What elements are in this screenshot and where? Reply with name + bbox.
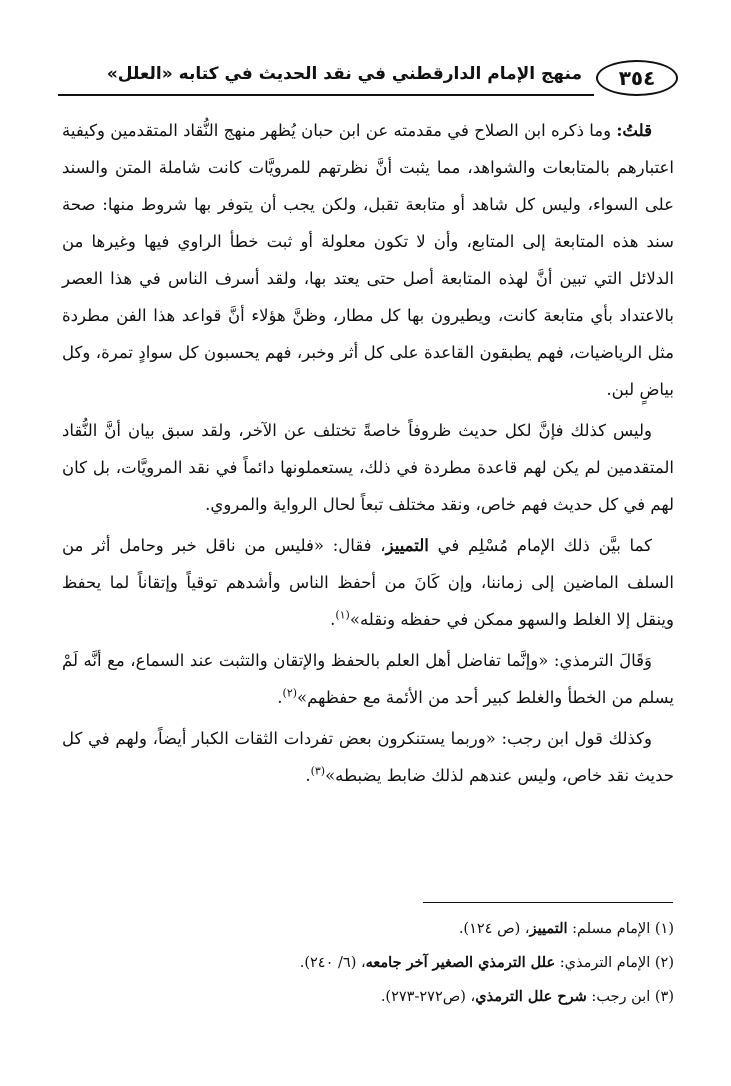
footnote-title: علل الترمذي الصغير آخر جامعه xyxy=(365,954,556,971)
paragraph-3-pre: كما بيَّن ذلك الإمام مُسْلِم في xyxy=(428,536,652,555)
footnote-ref-3: (٣) xyxy=(310,764,326,778)
paragraph-2-text: وليس كذلك فإنَّ لكل حديث ظروفاً خاصةً تختلف عن الآخر، ولقد سبق بيان أنَّ النُّقاد المتقدمين لم يكن لهم قاعدة مطردة في ذلك، يستعملونها دائماً في نقد المرويَّات، بل كان لهم في كل حديث فهم خاص، ونقد مختلف تبعاً لحال الرواية والمروي. xyxy=(62,421,674,514)
footnote-ref: ، (ص٢٧٢-٢٧٣). xyxy=(380,989,476,1005)
cited-book-title: التمييز xyxy=(385,536,429,555)
page-header xyxy=(58,56,678,100)
footnote-ref: ، (٦/ ٢٤٠). xyxy=(299,955,366,971)
paragraph-5-end: . xyxy=(305,766,311,785)
footnote-ref-1: (١) xyxy=(335,608,350,622)
paragraph-4-text: وَقَالَ الترمذي: «وإنَّما تفاضل أهل العلم بالحفظ والإتقان والتثبت عند السماع، مع أنَّه لَمْ يسلم من الخطأ والغلط كبير أحد من الأئمة مع حفظهم» xyxy=(62,651,674,707)
footnote-2 xyxy=(62,946,674,980)
paragraph-1 xyxy=(62,112,674,408)
footnote-3 xyxy=(62,980,674,1014)
footnote-author: ابن رجب: xyxy=(586,989,655,1005)
footnote-1 xyxy=(62,912,674,946)
footnote-number: (٢) xyxy=(654,955,674,971)
paragraph-5-text: وكذلك قول ابن رجب: «وربما يستنكرون بعض تفردات الثقات الكبار أيضاً، ولهم في كل حديث نقد خاص، وليس عندهم لذلك ضابط يضبطه» xyxy=(62,729,674,785)
paragraph-2 xyxy=(62,412,674,523)
paragraph-5 xyxy=(62,720,674,794)
running-title: منهج الإمام الدارقطني في نقد الحديث في كتابه «العلل» xyxy=(106,64,582,84)
paragraph-3-quote: ، فقال: «فليس من ناقل خبر وحامل أثر من السلف الماضين إلى زماننا، وإن كَانَ من أحفظ الناس وأشدهم توقياً وإتقاناً لما يحفظ وينقل إلا الغلط والسهو ممكن في حفظه ونقله» xyxy=(62,536,674,629)
page-number: ٣٥٤ xyxy=(618,66,656,90)
paragraph-3 xyxy=(62,527,674,638)
page-number-badge xyxy=(596,60,678,96)
footnote-author: الإمام الترمذي: xyxy=(555,955,655,971)
lead-word: قلتُ: xyxy=(616,121,652,140)
paragraph-3-end: . xyxy=(330,610,336,629)
footnotes xyxy=(62,912,674,1014)
footnote-separator xyxy=(423,902,673,903)
footnote-title: التمييز xyxy=(529,920,568,937)
footnote-number: (١) xyxy=(654,921,674,937)
body-text xyxy=(62,112,674,798)
footnote-title: شرح علل الترمذي xyxy=(475,988,587,1005)
paragraph-1-text: وما ذكره ابن الصلاح في مقدمته عن ابن حبان يُظهر منهج النُّقاد المتقدمين وكيفية اعتبارهم بالمتابعات والشواهد، مما يثبت أنَّ نظرتهم للمرويَّات كانت شاملة المتن والسند على السواء، وليس كل شاهد أو متابعة تقبل، ولكن يجب أن يتوفر بها شروط منها: صحة سند هذه المتابعة إلى المتابع، وأن لا تكون معلولة أو ثبت خطأ الراوي فيها وغيرها من الدلائل التي تبين أنَّ لهذه المتابعة أصل حتى يعتد بها، ولقد أسرف الناس في هذا العصر بالاعتداد بأي متابعة كانت، ويطيرون بها كل مطار، وظنَّ هؤلاء أنَّ قواعد هذا الفن مطردة مثل الرياضيات، فهم يطبقون القاعدة على كل أثر وخبر، فهم يحسبون كل سوادٍ تمرة، وكل بياضٍ لبن. xyxy=(62,121,674,399)
footnote-number: (٣) xyxy=(654,989,674,1005)
footnote-ref: ، (ص ١٢٤). xyxy=(458,921,530,937)
paragraph-4-end: . xyxy=(277,688,283,707)
footnote-author: الإمام مسلم: xyxy=(567,921,655,937)
header-rule xyxy=(58,94,594,96)
footnote-ref-2: (٢) xyxy=(282,686,298,700)
paragraph-4 xyxy=(62,642,674,716)
